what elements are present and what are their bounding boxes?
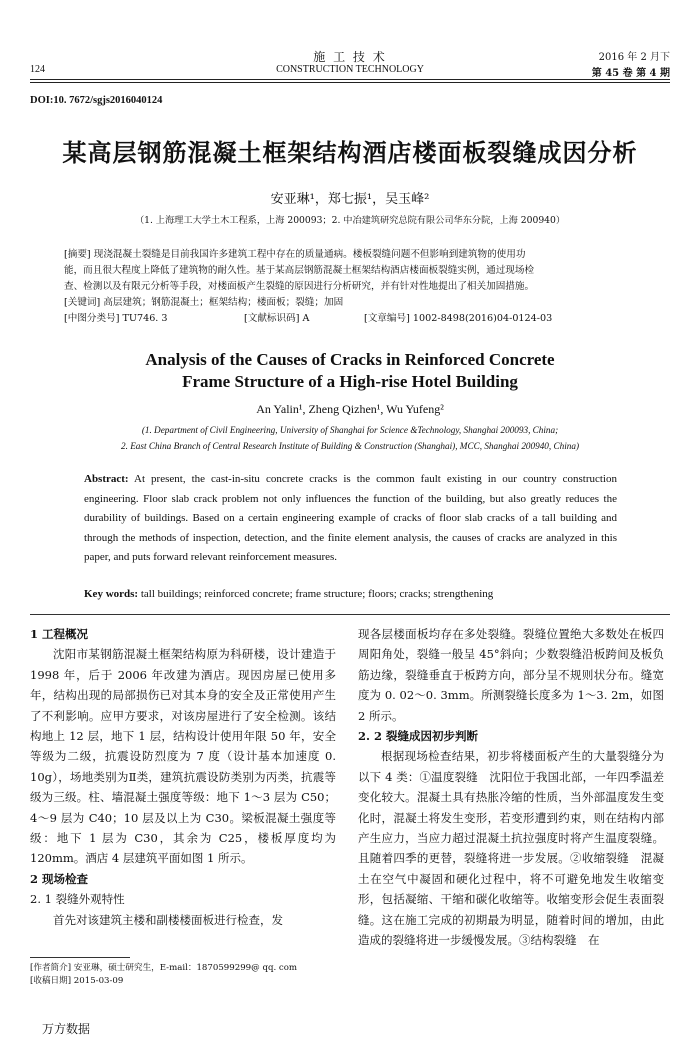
doi: DOI:10. 7672/sgjs2016040124 [30, 95, 163, 106]
keywords-en-text: tall buildings; reinforced concrete; frame structure; floors; cracks; strengthening [140, 588, 494, 600]
affiliations-cn: （1. 上海理工大学土木工程系，上海 200093；2. 中冶建筑研究总院有限公司华东分院，上海 200940） [134, 215, 566, 226]
section-heading: 2 现场检查 [30, 871, 89, 886]
affiliations-en-line1: (1. Department of Civil Engineering, University of Shanghai for Science &Technology, Shanghai 200093, China; [141, 425, 559, 435]
page-number: 124 [30, 64, 45, 75]
clc-number: [中图分类号] TU746. 3 [64, 313, 168, 324]
right-column [358, 624, 664, 951]
authors-en: An Yalin¹, Zheng Qizhen¹, Wu Yufeng² [256, 402, 444, 416]
abstract-en-text: At present, the cast-in-situ concrete cracks is the common fault existing in our country construction engineering. Floor slab crack problem not only influences the function of the building, but also greatly reduces the durability of buildings. Based on a certain engineering example of cracks of floor slab cracks of a tall building and through the methods of inspection, detection, and the finite element analysis, the causes of cracks are analyzed in this paper, and puts forward relevant reinforcement measures. [84, 473, 617, 564]
header-rule-double [30, 82, 670, 83]
abstract-cn-line: [摘要] 现浇混凝土裂缝是目前我国许多建筑工程中存在的质量通病。楼板裂缝问题不但影响到建筑物的使用功 [64, 249, 526, 260]
abstract-en [84, 470, 617, 568]
header-rule [30, 79, 670, 80]
authors-cn: 安亚琳¹，郑七振¹，吴玉峰² [270, 192, 430, 207]
abstract-en-label: Abstract: [84, 473, 129, 485]
title-cn: 某高层钢筋混凝土框架结构酒店楼面板裂缝成因分析 [62, 138, 638, 167]
abstract-cn [64, 247, 639, 327]
author-bio: [作者简介] 安亚琳，硕士研究生，E-mail：1870599299@ qq. com [30, 963, 298, 973]
issue-date: 2016 年 2 月下 [598, 52, 670, 63]
title-en-line1: Analysis of the Causes of Cracks in Reinforced Concrete [145, 350, 555, 369]
body-paragraph: 沈阳市某钢筋混凝土框架结构原为科研楼，设计建造于 1998 年，后于 2006 年改建为酒店。现因房屋已使用多年，结构出现的局部损伤已对其本身的安全及正常使用产生了不利影响。应甲方要求，对该房屋进行了安全检测。该结构地上 12 层，地下 1 层，结构设计使用年限 50 年，安全等级为二级，抗震设防烈度为 7 度（设计基本加速度 0. 10g），场地类别为Ⅱ类，建筑抗震设防类别为丙类，抗震等级为三级。柱、墙混凝土强度等级：地下 1～3 层为 C50；4～9 层为 C40；10 层及以上为 C30。梁板混凝土强度等级：地下 1 层为 C30，其余为 C25，楼板厚度均为 120mm。酒店 4 层建筑平面如图 1 所示。 [30, 647, 336, 866]
body-paragraph: 根据现场检查结果，初步将楼面板产生的大量裂缝分为以下 4 类：①温度裂缝 沈阳位于我国北部，一年四季温差变化较大。混凝土具有热胀冷缩的性质，当外部温度发生变化时，混凝土将发生变形，若变形遭到约束，则在结构内部产生应力，当应力超过混凝土抗拉强度时将产生温度裂缝。且随着四季的更替，裂缝将进一步发展。②收缩裂缝 混凝土在空气中凝固和硬化过程中，将不可避免地发生收缩变形，包括凝缩、干缩和碳化收缩等。收缩变形会促生表面裂缝。这在施工完成的初期最为明显，随着时间的增加，由此造成的裂缝将进一步缓慢发展。③结构裂缝 在 [358, 749, 664, 948]
article-number: [文章编号] 1002-8498(2016)04-0124-03 [364, 313, 553, 324]
volume-issue: 第 45 卷 第 4 期 [591, 68, 670, 79]
received-date: [收稿日期] 2015-03-09 [30, 976, 124, 986]
classification-row [64, 311, 639, 327]
abstract-cn-line: 查、检测以及有限元分析等手段，对楼面板产生裂缝的原因进行分析研究，并有针对性地提出了相关加固措施。 [64, 281, 535, 292]
journal-name-cn: 施 工 技 术 [313, 50, 387, 64]
body-paragraph: 首先对该建筑主楼和副楼楼面板进行检查，发 [53, 912, 283, 927]
left-column [30, 624, 336, 930]
section-rule [30, 614, 670, 615]
footnote [30, 962, 340, 988]
body-paragraph: 现各层楼面板均存在多处裂缝。裂缝位置绝大多数处在板四周阳角处，裂缝一般呈 45°斜向；少数裂缝沿板跨间及板负筋边缘，裂缝垂直于板跨方向，部分呈不规则状分布。缝宽度为 0. 02～0. 3mm。所测裂缝长度多为 1～3. 2m，如图 2 所示。 [358, 627, 664, 723]
title-en-line2: Frame Structure of a High-rise Hotel Building [182, 372, 518, 391]
section-heading: 1 工程概况 [30, 627, 89, 641]
keywords-en [84, 588, 617, 600]
footnote-rule [30, 957, 130, 958]
subsection-heading: 2. 2 裂缝成因初步判断 [358, 729, 479, 744]
journal-name-en: CONSTRUCTION TECHNOLOGY [276, 64, 424, 75]
keywords-cn: [关键词] 高层建筑；钢筋混凝土；框架结构；楼面板；裂缝；加固 [64, 297, 344, 308]
keywords-en-label: Key words: [84, 588, 139, 600]
subsection-heading: 2. 1 裂缝外观特性 [30, 892, 125, 907]
affiliations-en-line2: 2. East China Branch of Central Research Institute of Building & Construction (Shanghai), MCC, Shanghai 200940, China) [121, 441, 579, 451]
wanfang-logo: 万方数据 [42, 1022, 91, 1036]
document-code: [文献标识码] A [244, 313, 310, 324]
abstract-cn-line: 能，而且很大程度上降低了建筑物的耐久性。基于某高层钢筋混凝土框架结构酒店楼面板裂缝实例，通过现场检 [64, 265, 535, 276]
